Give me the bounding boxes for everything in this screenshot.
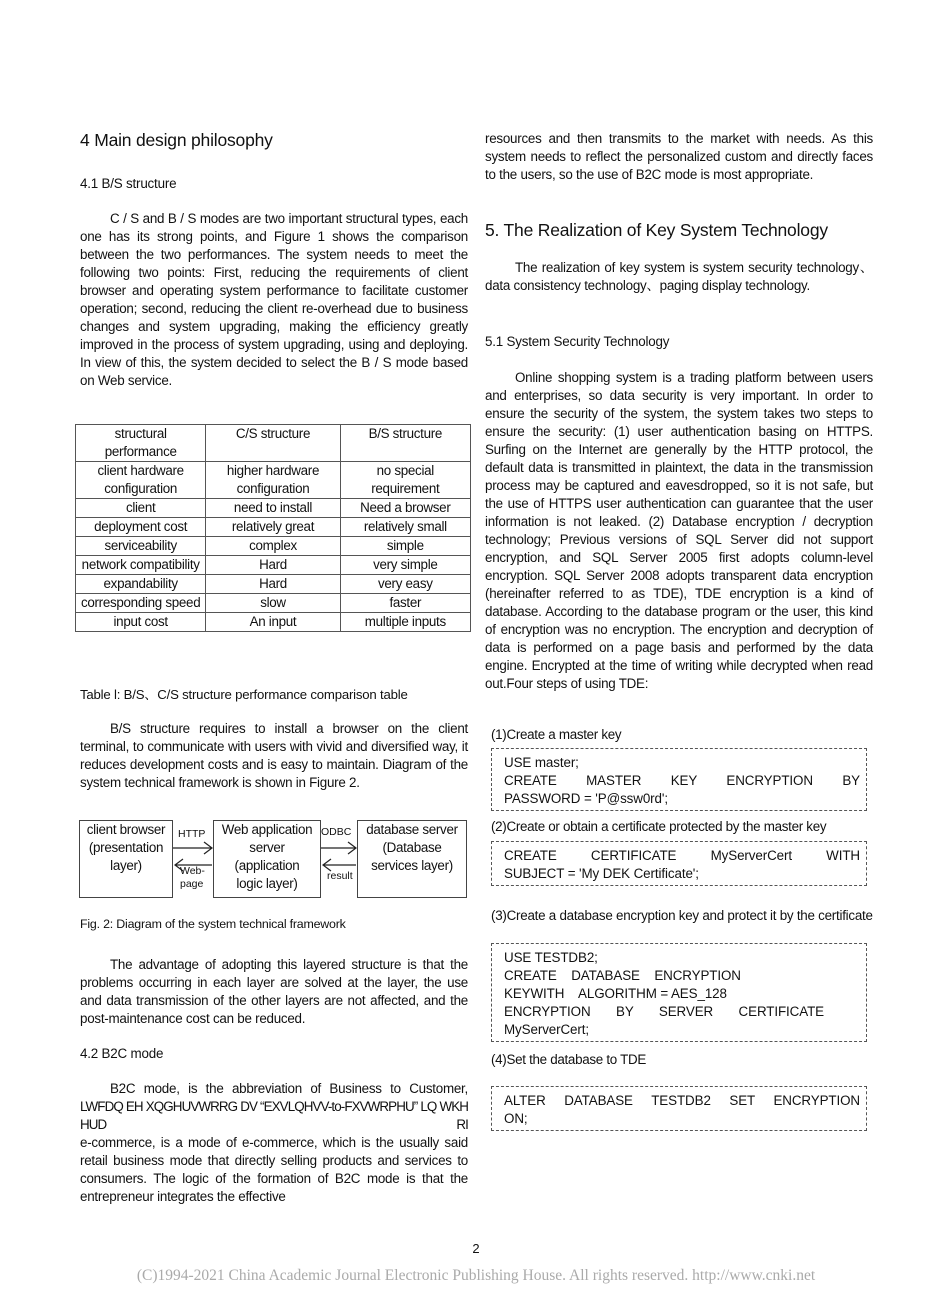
diagram-arrows <box>79 820 469 900</box>
box-label: Web application <box>221 822 313 837</box>
code-line: USE TESTDB2; <box>504 950 598 965</box>
odbc-label: ODBC <box>321 826 352 838</box>
table-cell: corresponding speed <box>76 594 206 613</box>
http-label: HTTP <box>178 828 206 840</box>
table-row <box>76 556 471 575</box>
code-line: ENCRYPTION BY SERVER CERTIFICATE <box>504 1004 824 1019</box>
table-cell: client hardware configuration <box>76 462 206 499</box>
subsection-title-b2c: 4.2 B2C mode <box>80 1046 164 1061</box>
table-cell: Hard <box>206 575 340 594</box>
box-label: server <box>249 840 285 855</box>
section-title-realization: 5. The Realization of Key System Technology <box>485 220 828 240</box>
table-row <box>76 613 471 632</box>
box-label: services layer) <box>371 858 453 873</box>
table-cell: simple <box>340 537 470 556</box>
webpage-label-line: page <box>180 878 204 890</box>
page-number: 2 <box>472 1241 480 1256</box>
table-cell: faster <box>340 594 470 613</box>
code-line: PASSWORD = 'P@ssw0rd'; <box>504 791 668 806</box>
table-row <box>76 537 471 556</box>
code-line: ON; <box>504 1111 528 1126</box>
box-label: layer) <box>110 858 142 873</box>
figure-caption: Fig. 2: Diagram of the system technical framework <box>80 917 346 931</box>
code-block-set-tde <box>491 1086 867 1131</box>
box-label: database server <box>366 822 458 837</box>
b2c-rest: e-commerce, is a mode of e-commerce, which is the usually said retail business mode that directly selling products and services to consumers. The logic of the formation of B2C mode is that the entrepreneur integrates the effective <box>80 1135 468 1204</box>
comparison-table <box>75 424 471 632</box>
framework-diagram <box>79 820 469 900</box>
table-header-cell: B/S structure <box>340 425 470 462</box>
paragraph-cs-bs-modes: C / S and B / S modes are two important structural types, each one has its strong points, and Figure 1 shows the comparison between the two performances. The system needs to meet the following two points: First, reducing the requirements of client browser and operating system performance to facilitate customer operation; second, reducing the client re-overhead due to business changes and system upgrading, making the efficiency greatly improved in the process of system upgrading, using and deploying. In view of this, the system decided to select the B / S mode based on Web service. <box>80 211 468 388</box>
section-title-main-design: 4 Main design philosophy <box>80 130 273 150</box>
table-cell: complex <box>206 537 340 556</box>
step-1-label: (1)Create a master key <box>491 727 622 742</box>
code-line: MyServerCert; <box>504 1022 590 1037</box>
table-cell: Hard <box>206 556 340 575</box>
table-cell: relatively small <box>340 518 470 537</box>
box-label: (application <box>234 858 300 873</box>
step-4-label: (4)Set the database to TDE <box>491 1052 646 1067</box>
step-2-label: (2)Create or obtain a certificate protected by the master key <box>491 819 827 834</box>
table-cell: no special requirement <box>340 462 470 499</box>
table-row <box>76 518 471 537</box>
b2c-line: B2C mode, is the abbreviation of Business to Customer, <box>110 1081 468 1096</box>
paragraph-b2c-continued: resources and then transmits to the market with needs. As this system needs to reflect the personalized custom and directly faces to the users, so the use of B2C mode is most appropriate. <box>485 131 873 182</box>
table-header-cell: C/S structure <box>206 425 340 462</box>
code-line: SUBJECT = 'My DEK Certificate'; <box>504 866 699 881</box>
table-cell: input cost <box>76 613 206 632</box>
table-cell: very easy <box>340 575 470 594</box>
box-label: logic layer) <box>236 876 298 891</box>
table-cell: expandability <box>76 575 206 594</box>
paragraph-key-system: The realization of key system is system security technology、data consistency technology、paging display technology. <box>485 260 873 293</box>
box-label: (Database <box>382 840 442 855</box>
paragraph-layered-advantage: The advantage of adopting this layered structure is that the problems occurring in each layer are solved at the layer, the use and data transmission of the other layers are not affected, and the post-maintenance cost can be reduced. <box>80 957 468 1026</box>
code-line: USE master; <box>504 755 579 770</box>
table-row <box>76 499 471 518</box>
table-cell: relatively great <box>206 518 340 537</box>
b2c-garbled-line: LWFDQ EH XQGHUVWRRG DV “EXVLQHVV-to-FXVWRPHU” LQ WKH HUD RI <box>80 1099 468 1132</box>
code-block-db-encryption-key <box>491 943 867 1042</box>
table-header-cell: structural performance <box>76 425 206 462</box>
table-cell: Need a browser <box>340 499 470 518</box>
webpage-label-line: Web- <box>180 865 205 877</box>
result-label: result <box>327 870 353 882</box>
table-cell: deployment cost <box>76 518 206 537</box>
subsection-title-bs-structure: 4.1 B/S structure <box>80 176 177 191</box>
table-row <box>76 594 471 613</box>
table-cell: higher hardware configuration <box>206 462 340 499</box>
code-line: CREATE MASTER KEY ENCRYPTION BY <box>504 773 860 788</box>
table-caption: Table l: B/S、C/S structure performance comparison table <box>80 687 408 702</box>
paragraph-b2c <box>80 1080 468 1206</box>
copyright-footer: (C)1994-2021 China Academic Journal Electronic Publishing House. All rights reserved. http://www.cnki.net <box>136 1267 816 1284</box>
code-block-certificate <box>491 841 867 886</box>
table-cell: network compatibility <box>76 556 206 575</box>
paragraph-security: Online shopping system is a trading platform between users and enterprises, so data security is very important. In order to ensure the security of the system, the system takes two steps to ensure the security: (1) user authentication basing on HTTPS. Surfing on the Internet are generally by the HTTP protocol, the default data is transmitted in plaintext, the data in the transmission process may be captured and eavesdropped, so it is not safe, but the use of HTTPS user authentication can guarantee that the user information is not leaked. (2) Database encryption / decryption technology; Previous versions of SQL Server did not support encryption, and SQL Server 2005 first adopts column-level encryption. SQL Server 2008 adopts transparent data encryption (hereinafter referred to as TDE), TDE encryption is a kind of database. According to the database program or the user, this kind of encryption was no encryption. The encryption and decryption of data is performed on a page basis and performed by the data engine. Encrypted at the time of writing while decrypted when read out.Four steps of using TDE: <box>485 370 873 691</box>
table-cell: multiple inputs <box>340 613 470 632</box>
table-cell: very simple <box>340 556 470 575</box>
box-label: (presentation <box>88 840 164 855</box>
table-header-row <box>76 425 471 462</box>
table-cell: serviceability <box>76 537 206 556</box>
table-row <box>76 575 471 594</box>
code-line: ALTER DATABASE TESTDB2 SET ENCRYPTION <box>504 1093 860 1108</box>
code-line: CREATE CERTIFICATE MyServerCert WITH <box>504 848 860 863</box>
table-cell: slow <box>206 594 340 613</box>
code-line: CREATE DATABASE ENCRYPTION <box>504 968 741 983</box>
table-cell: An input <box>206 613 340 632</box>
paragraph-bs-browser: B/S structure requires to install a browser on the client terminal, to communicate with users with vivid and diversified way, it reduces development costs and is easy to maintain. Diagram of the system technical framework is shown in Figure 2. <box>80 721 468 790</box>
table-cell: need to install <box>206 499 340 518</box>
table-cell: client <box>76 499 206 518</box>
table-row <box>76 462 471 499</box>
step-3-label: (3)Create a database encryption key and protect it by the certificate <box>491 908 873 923</box>
code-block-master-key <box>491 748 867 811</box>
arrow-right-icon <box>173 842 212 854</box>
webpage-label <box>180 865 205 891</box>
box-label: client browser <box>86 822 166 837</box>
code-line: KEYWITH ALGORITHM = AES_128 <box>504 986 727 1001</box>
arrow-right-icon <box>321 842 356 854</box>
subsection-title-security: 5.1 System Security Technology <box>485 334 670 349</box>
